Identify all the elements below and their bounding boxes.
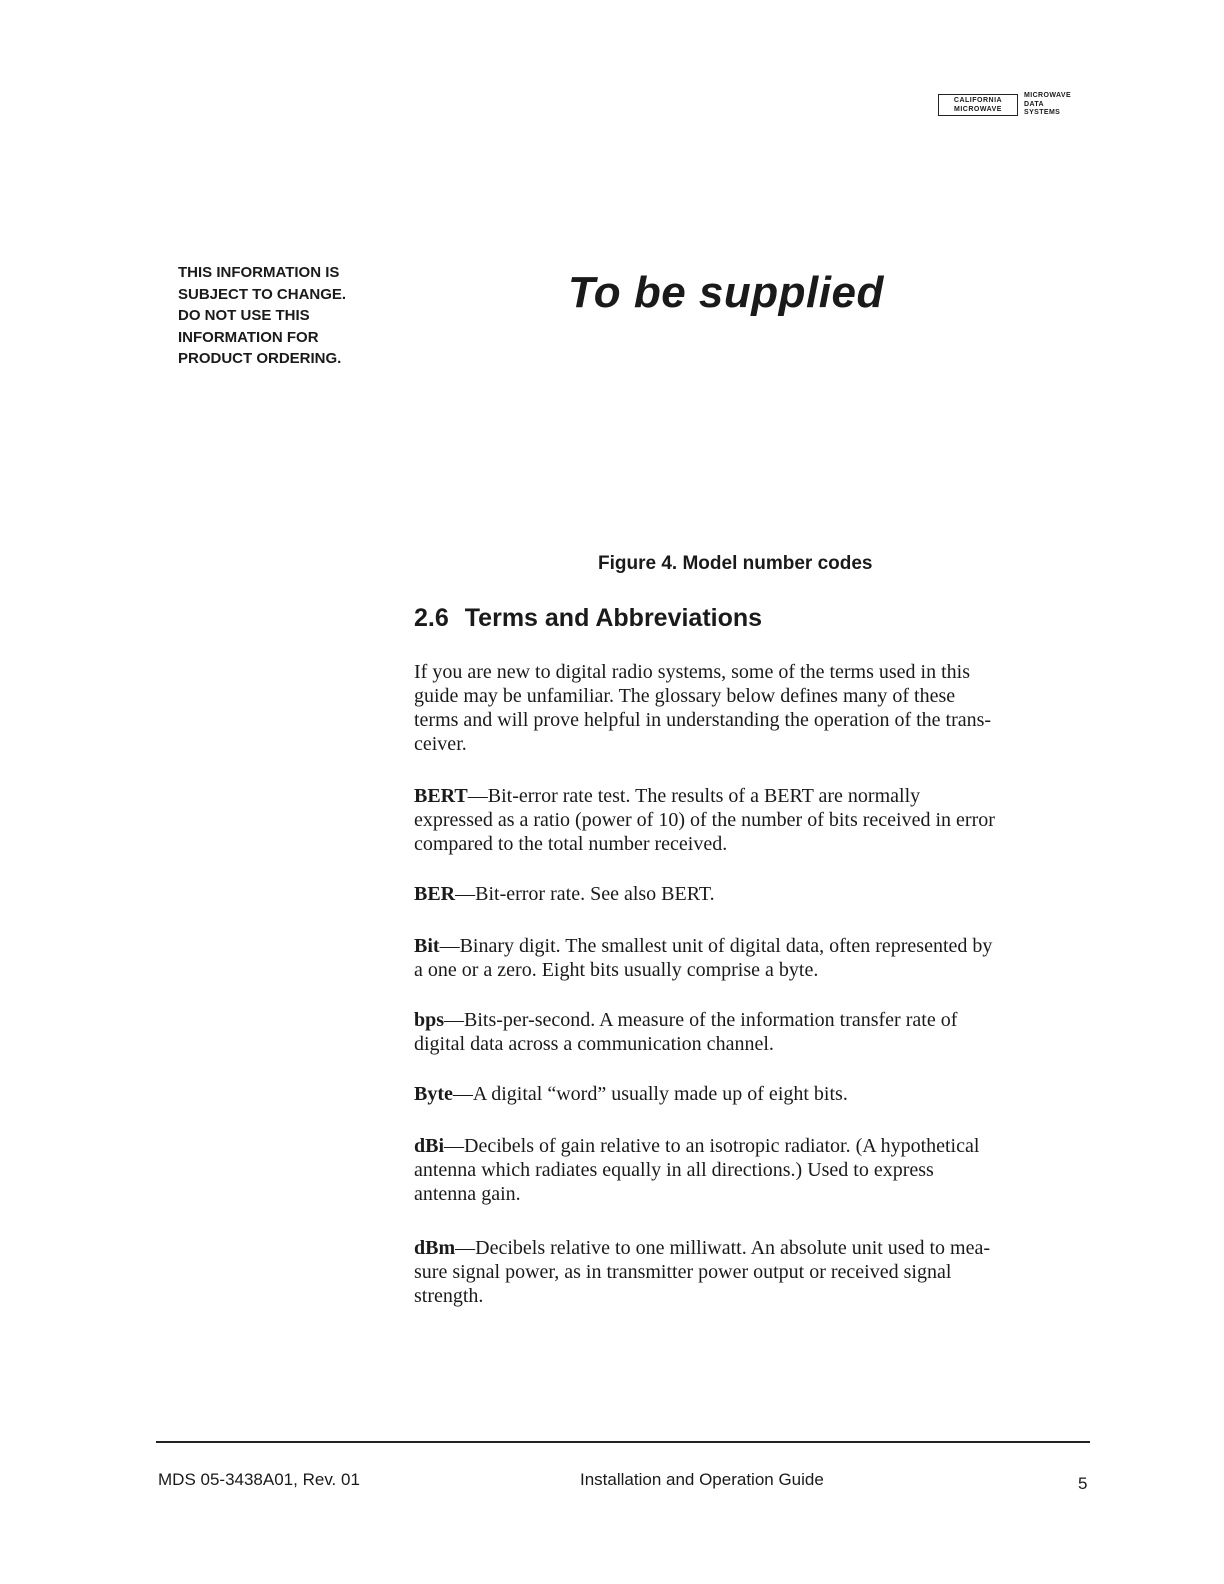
footer-divider [156,1441,1090,1443]
footer-doc-number: MDS 05-3438A01, Rev. 01 [158,1470,360,1489]
section-heading [414,604,762,633]
disclaimer-line: DO NOT USE THIS [178,307,310,325]
intro-paragraph [414,660,1104,756]
glossary-definition-line: sure signal power, as in transmitter power output or received signal [414,1261,952,1283]
glossary-term: Byte [414,1083,453,1105]
disclaimer-line: PRODUCT ORDERING. [178,350,342,368]
glossary-term: bps [414,1009,445,1031]
figure-placeholder-text: To be supplied [568,268,884,317]
glossary-definition-line: compared to the total number received. [414,833,728,855]
glossary-definition-line: antenna which radiates equally in all directions.) Used to express [414,1159,934,1181]
section-number: 2.6 [414,604,449,632]
glossary-entry-bps [414,1008,1104,1056]
glossary-definition-line: —Decibels of gain relative to an isotropic radiator. (A hypothetical [444,1135,980,1157]
glossary-definition-line: —A digital “word” usually made up of eight bits. [452,1083,848,1105]
paragraph-line: guide may be unfamiliar. The glossary below defines many of these [414,685,956,707]
glossary-definition-line: digital data across a communication channel. [414,1033,774,1055]
glossary-entry-bit [414,934,1104,982]
logo-word-3: SYSTEMS [1024,109,1061,116]
glossary-entry-byte [414,1082,1104,1106]
glossary-definition-line: —Bit-error rate. See also BERT. [455,883,715,905]
paragraph-line: terms and will prove helpful in understanding the operation of the trans- [414,709,992,731]
figure-caption: Figure 4. Model number codes [598,553,873,574]
glossary-definition-line: expressed as a ratio (power of 10) of the number of bits received in error [414,809,995,831]
paragraph-line: ceiver. [414,733,467,755]
glossary-definition-line: —Bits-per-second. A measure of the information transfer rate of [444,1009,958,1031]
glossary-term: Bit [414,935,440,957]
disclaimer-line: THIS INFORMATION IS [178,264,340,281]
logo-words [1024,92,1071,118]
glossary-entry-ber [414,882,1104,906]
glossary-definition-line: a one or a zero. Eight bits usually comprise a byte. [414,959,819,981]
glossary-definition-line: —Decibels relative to one milliwatt. An absolute unit used to mea- [455,1237,990,1259]
logo-box-line-2: MICROWAVE [954,106,1002,113]
footer-doc-title: Installation and Operation Guide [580,1470,824,1489]
glossary-definition-line: —Binary digit. The smallest unit of digital data, often represented by [439,935,993,957]
page-number: 5 [1078,1474,1088,1493]
glossary-entry-dbi [414,1134,1104,1206]
company-logo [938,92,1108,122]
logo-word-1: MICROWAVE [1024,92,1072,99]
section-title: Terms and Abbreviations [464,604,763,632]
glossary-term: BER [414,883,456,905]
glossary-term: BERT [414,785,468,807]
glossary-definition-line: strength. [414,1285,484,1307]
glossary-definition-line: antenna gain. [414,1183,521,1205]
logo-box [938,94,1018,116]
disclaimer-line: INFORMATION FOR [178,328,319,346]
logo-word-2: DATA [1024,100,1045,108]
glossary-definition-line: —Bit-error rate test. The results of a BERT are normally [467,785,921,807]
disclaimer-note [178,262,418,370]
glossary-term: dBm [414,1237,456,1259]
glossary-entry-dbm [414,1236,1104,1308]
glossary-term: dBi [414,1135,445,1157]
glossary-entry-bert [414,784,1104,856]
disclaimer-line: SUBJECT TO CHANGE. [178,285,347,303]
paragraph-line: If you are new to digital radio systems, some of the terms used in this [414,661,971,683]
logo-box-line-1: CALIFORNIA [953,97,1003,104]
